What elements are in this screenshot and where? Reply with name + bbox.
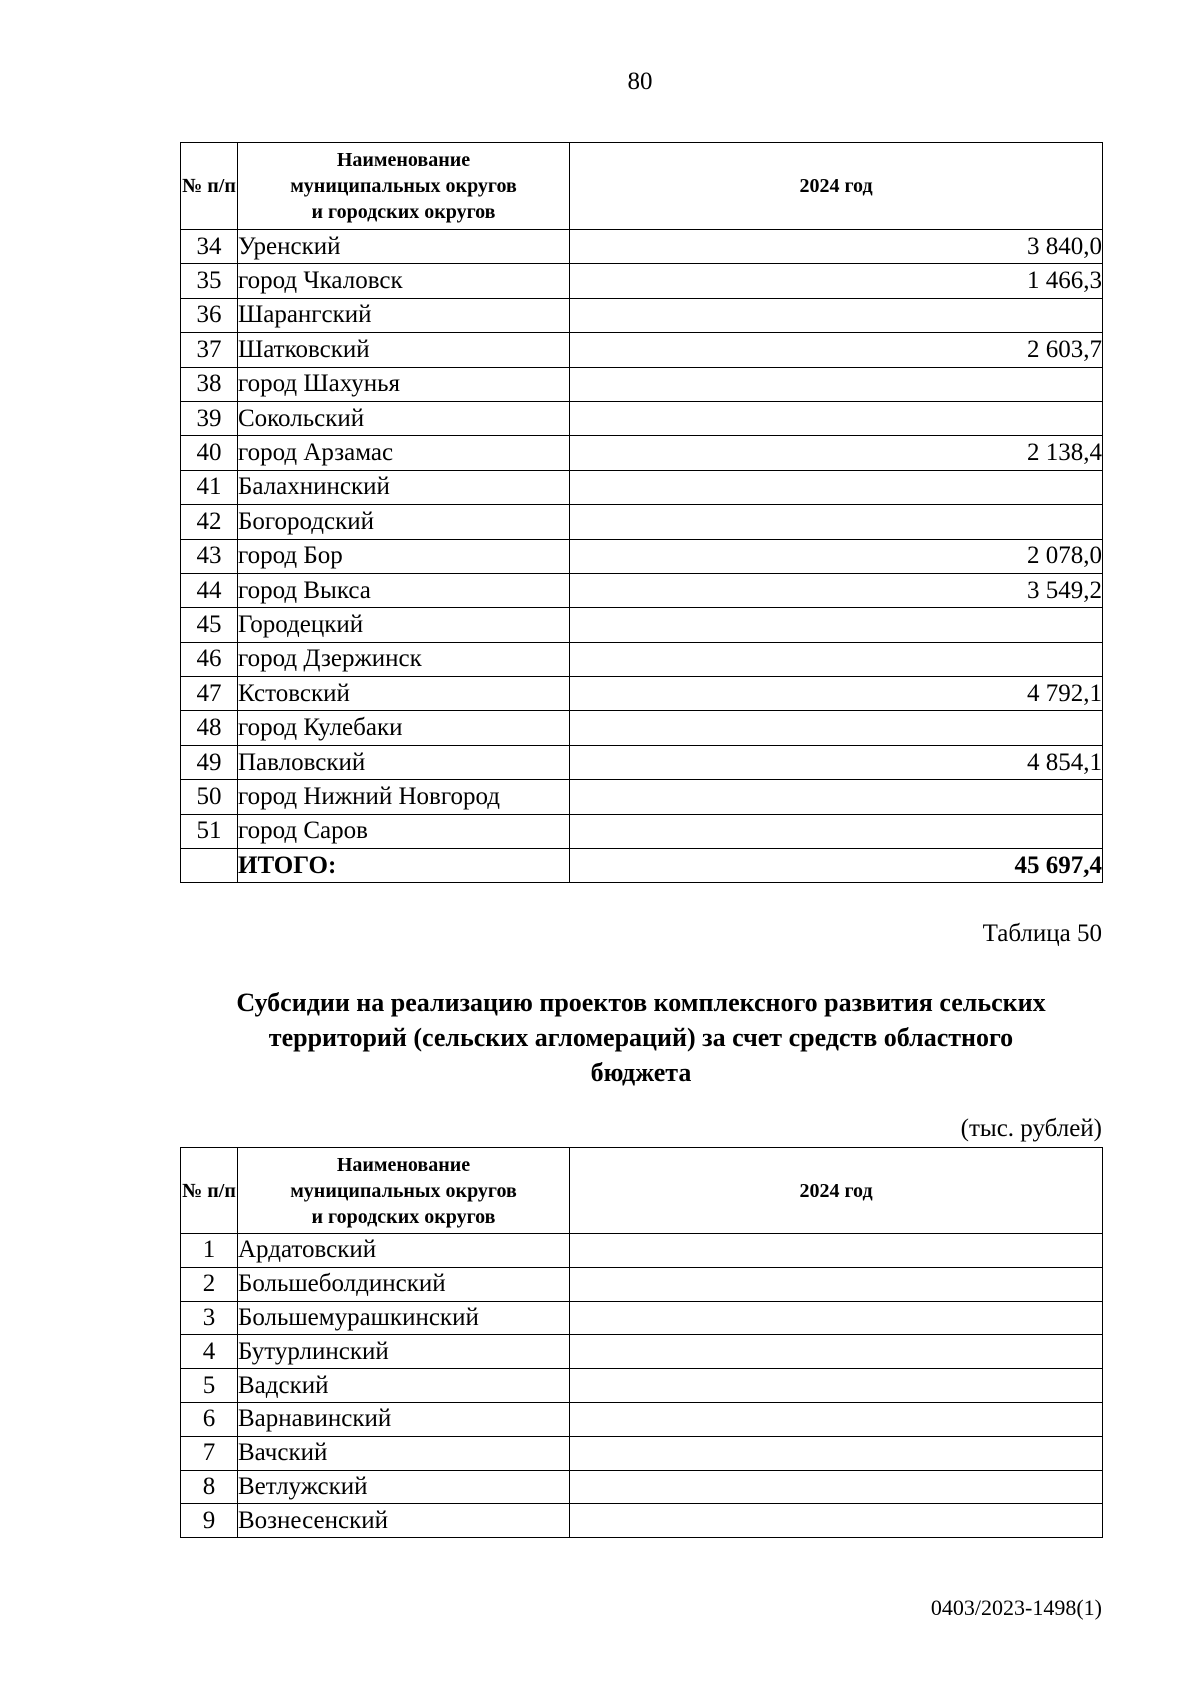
row-value bbox=[570, 401, 1103, 435]
total-value: 45 697,4 bbox=[570, 849, 1103, 883]
row-value bbox=[570, 642, 1103, 676]
row-value bbox=[570, 1470, 1103, 1504]
row-value bbox=[570, 470, 1103, 504]
header-name-line: и городских округов bbox=[311, 201, 496, 223]
row-value bbox=[570, 1234, 1103, 1268]
header-num: № п/п bbox=[181, 143, 238, 230]
row-value: 4 854,1 bbox=[570, 745, 1103, 779]
row-value: 3 549,2 bbox=[570, 573, 1103, 607]
table-row bbox=[181, 1369, 1103, 1403]
row-number: 8 bbox=[181, 1470, 238, 1504]
header-year: 2024 год bbox=[570, 1148, 1103, 1234]
row-number: 38 bbox=[181, 367, 238, 401]
row-value bbox=[570, 1335, 1103, 1369]
row-number: 47 bbox=[181, 677, 238, 711]
row-name: город Шахунья bbox=[238, 367, 570, 401]
table-row bbox=[181, 780, 1103, 814]
table-row bbox=[181, 1402, 1103, 1436]
row-value bbox=[570, 1301, 1103, 1335]
row-number: 34 bbox=[181, 230, 238, 264]
table-row bbox=[181, 505, 1103, 539]
row-name: город Нижний Новгород bbox=[238, 780, 570, 814]
table-row bbox=[181, 1470, 1103, 1504]
row-value bbox=[570, 1436, 1103, 1470]
row-value: 2 603,7 bbox=[570, 333, 1103, 367]
row-name: Городецкий bbox=[238, 608, 570, 642]
table-row bbox=[181, 367, 1103, 401]
row-number: 6 bbox=[181, 1402, 238, 1436]
row-name: Шатковский bbox=[238, 333, 570, 367]
row-name: Сокольский bbox=[238, 401, 570, 435]
table-row bbox=[181, 573, 1103, 607]
row-number: 37 bbox=[181, 333, 238, 367]
table-row bbox=[181, 264, 1103, 298]
doc-title-line: территорий (сельских агломераций) за счет средств областного bbox=[268, 1023, 1014, 1052]
header-name-line: муниципальных округов bbox=[290, 1179, 517, 1202]
row-value bbox=[570, 1504, 1103, 1538]
row-number: 43 bbox=[181, 539, 238, 573]
row-value: 3 840,0 bbox=[570, 230, 1103, 264]
top-table-body bbox=[181, 230, 1103, 883]
header-name bbox=[238, 143, 570, 230]
row-number: 2 bbox=[181, 1267, 238, 1301]
table-row bbox=[181, 814, 1103, 848]
table-row bbox=[181, 230, 1103, 264]
top-table bbox=[180, 142, 1103, 883]
row-value bbox=[570, 814, 1103, 848]
row-value bbox=[570, 1402, 1103, 1436]
row-number: 5 bbox=[181, 1369, 238, 1403]
table-caption: Таблица 50 bbox=[982, 920, 1102, 947]
row-name: Вознесенский bbox=[238, 1504, 570, 1538]
row-value: 2 138,4 bbox=[570, 436, 1103, 470]
row-name: город Дзержинск bbox=[238, 642, 570, 676]
row-name: Вадский bbox=[238, 1369, 570, 1403]
page-number: 80 bbox=[627, 68, 653, 95]
row-number: 1 bbox=[181, 1234, 238, 1268]
row-name: Кстовский bbox=[238, 677, 570, 711]
row-number: 44 bbox=[181, 573, 238, 607]
row-name: город Бор bbox=[238, 539, 570, 573]
table-row bbox=[181, 333, 1103, 367]
row-name: Балахнинский bbox=[238, 470, 570, 504]
total-num-cell bbox=[181, 849, 238, 883]
header-year: 2024 год bbox=[570, 143, 1103, 230]
row-value bbox=[570, 1369, 1103, 1403]
table-row bbox=[181, 608, 1103, 642]
row-name: Большемурашкинский bbox=[238, 1301, 570, 1335]
row-name: город Чкаловск bbox=[238, 264, 570, 298]
row-value bbox=[570, 711, 1103, 745]
table-header-row bbox=[181, 143, 1103, 230]
row-number: 7 bbox=[181, 1436, 238, 1470]
row-value bbox=[570, 608, 1103, 642]
row-number: 42 bbox=[181, 505, 238, 539]
row-number: 49 bbox=[181, 745, 238, 779]
table-row bbox=[181, 1234, 1103, 1268]
table-row bbox=[181, 1504, 1103, 1538]
row-name: Ардатовский bbox=[238, 1234, 570, 1268]
table-row bbox=[181, 470, 1103, 504]
table-row bbox=[181, 298, 1103, 332]
row-number: 45 bbox=[181, 608, 238, 642]
row-name: Павловский bbox=[238, 745, 570, 779]
row-name: город Выкса bbox=[238, 573, 570, 607]
table-row bbox=[181, 642, 1103, 676]
header-num: № п/п bbox=[181, 1148, 238, 1234]
total-label: ИТОГО: bbox=[238, 849, 570, 883]
row-name: Богородский bbox=[238, 505, 570, 539]
row-name: город Саров bbox=[238, 814, 570, 848]
row-name: Варнавинский bbox=[238, 1402, 570, 1436]
table-row bbox=[181, 539, 1103, 573]
row-number: 40 bbox=[181, 436, 238, 470]
table-row bbox=[181, 436, 1103, 470]
row-number: 48 bbox=[181, 711, 238, 745]
row-name: Шарангский bbox=[238, 298, 570, 332]
row-number: 39 bbox=[181, 401, 238, 435]
row-number: 35 bbox=[181, 264, 238, 298]
row-value: 1 466,3 bbox=[570, 264, 1103, 298]
row-value: 4 792,1 bbox=[570, 677, 1103, 711]
bottom-table bbox=[180, 1147, 1103, 1538]
row-number: 51 bbox=[181, 814, 238, 848]
header-name-line: муниципальных округов bbox=[290, 175, 517, 197]
row-name: Бутурлинский bbox=[238, 1335, 570, 1369]
row-value bbox=[570, 298, 1103, 332]
row-name: Уренский bbox=[238, 230, 570, 264]
row-number: 46 bbox=[181, 642, 238, 676]
total-row bbox=[181, 849, 1103, 883]
bottom-table-body bbox=[181, 1234, 1103, 1538]
table-row bbox=[181, 711, 1103, 745]
table-row bbox=[181, 1301, 1103, 1335]
header-name-line: Наименование bbox=[336, 149, 471, 171]
row-number: 4 bbox=[181, 1335, 238, 1369]
row-name: Большеболдинский bbox=[238, 1267, 570, 1301]
row-name: Вачский bbox=[238, 1436, 570, 1470]
row-number: 50 bbox=[181, 780, 238, 814]
table-row bbox=[181, 1335, 1103, 1369]
table-row bbox=[181, 1436, 1103, 1470]
doc-number: 0403/2023-1498(1) bbox=[930, 1595, 1102, 1620]
doc-title bbox=[180, 985, 1102, 1090]
header-name-line: Наименование bbox=[336, 1153, 471, 1176]
row-name: Ветлужский bbox=[238, 1470, 570, 1504]
header-name-line: и городских округов bbox=[311, 1205, 496, 1228]
row-value bbox=[570, 780, 1103, 814]
row-name: город Кулебаки bbox=[238, 711, 570, 745]
row-name: город Арзамас bbox=[238, 436, 570, 470]
row-number: 3 bbox=[181, 1301, 238, 1335]
table-row bbox=[181, 745, 1103, 779]
table-row bbox=[181, 1267, 1103, 1301]
table-row bbox=[181, 401, 1103, 435]
row-number: 9 bbox=[181, 1504, 238, 1538]
row-value bbox=[570, 505, 1103, 539]
row-value: 2 078,0 bbox=[570, 539, 1103, 573]
doc-title-line: Субсидии на реализацию проектов комплексного развития сельских bbox=[236, 988, 1046, 1017]
units-note: (тыс. рублей) bbox=[960, 1115, 1102, 1142]
row-number: 36 bbox=[181, 298, 238, 332]
table-header-row bbox=[181, 1148, 1103, 1234]
doc-title-line: бюджета bbox=[590, 1058, 692, 1087]
row-value bbox=[570, 367, 1103, 401]
table-row bbox=[181, 677, 1103, 711]
row-number: 41 bbox=[181, 470, 238, 504]
header-name bbox=[238, 1148, 570, 1234]
row-value bbox=[570, 1267, 1103, 1301]
